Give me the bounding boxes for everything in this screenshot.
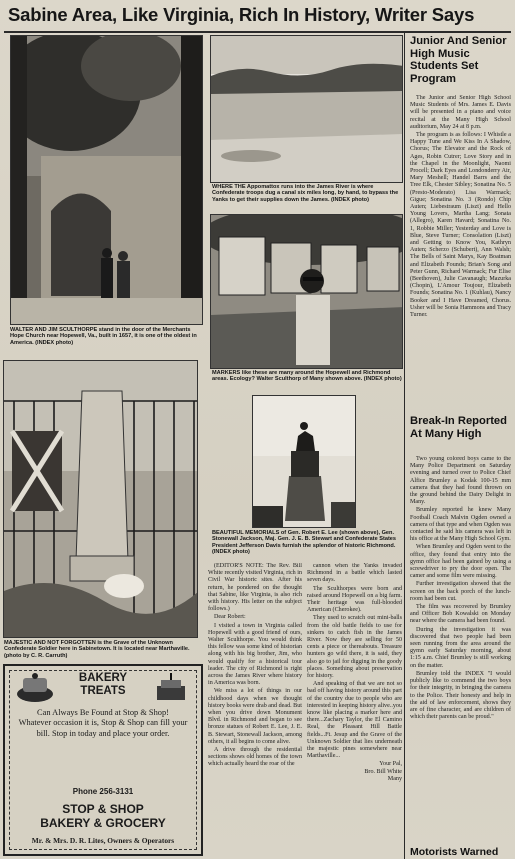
markers-caption: MARKERS like these are many around the Hopewell and Richmond areas. Ecology? Walter Sculthorp of Many shown above. (INDEX photo) xyxy=(212,370,402,383)
breakin-paragraph: When Brumley and Ogden went to the office, they found that entry into the gymn office had been gained by using a screwdriver to pry the door open. The camer and some film were missing. xyxy=(410,544,511,580)
music-paragraph: The Junior and Senior High School Music Students of Mrs. James E. Davis will be presented in a piano and voice recital at the Many High School auditorium, May 24 at 8 p.m. xyxy=(410,95,511,130)
ad-body: Can Always Be Found at Stop & Shop! Whatever occasion it is, Stop & Shop can fill your bill. Stop in today and place your order. xyxy=(18,708,188,738)
story-paragraph: I visited a town in Virginia called Hopewell with a good friend of ours, Walter Sculthorpe. You would think this fellow was some kind of historian along with his big brother, Jim, who would qualify for a historical tour leader. The city of Richmond is right across the James River where history in America was born. xyxy=(208,622,302,687)
river-photo xyxy=(210,35,403,183)
column-divider xyxy=(404,33,405,859)
breakin-paragraph: Two young colored boys came to the Many Police Department on Saturday evening and turned over to Police Chief Alfice Brumley a Kodak 100-15 mm camera that they had found thrown on the ground behind the Dairy Delight in Many. xyxy=(410,456,511,506)
ad-store-name: STOP & SHOP BAKERY & GROCERY xyxy=(40,802,166,830)
breakin-headline: Break-In Reported At Many High xyxy=(410,415,507,440)
breakin-paragraph: During the investigation it was discovered that two people had been seen running from the area around the gymn early Saturday morning, about 1:15 a.m. Chief Brumley is still working on the matter. xyxy=(410,626,511,669)
bakery-advertisement xyxy=(3,664,203,856)
story-column-2 xyxy=(307,563,402,856)
memorials-photo xyxy=(252,395,356,528)
headline: Sabine Area, Like Virginia, Rich In History, Writer Says xyxy=(8,4,475,25)
breakin-paragraph: The film was recovered by Brumley and Officer Bob Kowalski on Monday near where the camera had been found. xyxy=(410,604,511,625)
river-caption: WHERE THE Appomattox runs into the James River is where Confederate troops dug a canal six miles long, by hand, to bypass the Yanks to get their supplies down the James. (INDEX photo) xyxy=(212,184,399,203)
story-paragraph: Dear Robert: xyxy=(214,614,246,621)
music-paragraph: The program is as follows: I Whistle a Happy Tune and We Kiss In A Shadow, Chorus; The Elevator and the Rock of Ages, Robin Cutrer; Love Story and in the Chapel in the Moonlight, Naomi Procell; Dark Eyes and Londonderry Air, Mary Meshell; Handel Barrs and the Tree Elk, Chester Sibley; Sonatina No. 5 (Presto-Moderato) Lisa Warmack; Gigue; Sonatina No. 3 (Rondo) Chip Auten; Liebestraum (Liszt) and Hello Young Lovers, Martha Lang; Sonata (Allegro), Karen Havard; Sonatina No. 1, Robbie Miller; Yesterday and Love is Blue, Steve Turner; Consolation (Liszt) and Getting to Know You, Kathryn Auten; Scherzo (Schubert), Ann Walsh; The Bells of Saint Marys, Kay Boatman and Elizabeth Founds; Brian's Song and Peter Gunn, Richard Warmack; Fur Elise (Beethoven), Julie Cavanaugh; Mazurka (Chopin), L'Amour Toujour, Elizabeth Founds; Sonatina No. 1 (Kuhlau), Nancy Booker and I Have Dreamed, Chorus. Usher will be Sonia Hammons and Tracy Turner. xyxy=(410,132,511,319)
story-paragraph: The Sculthorpes were born and raised around Hopewell on a big farm. Their heritage was full-blooded American (Cherokee). xyxy=(307,585,402,614)
story-signature: Your Pal, Bro. Bill White Many xyxy=(364,761,402,782)
story-paragraph: We miss a lot of things in our childhood days when we thought history books were drab and dead. But when you drive down Monument Blvd. in Richmond and began to see bronze statues of Robert E. Lee, J. E. B. Stewart, Stonewall Jackson, among others, it all begins to come alive. xyxy=(208,688,302,745)
church-photo xyxy=(10,35,203,325)
story-column-1 xyxy=(208,563,302,856)
breakin-paragraph: Brumley told the INDEX "I would publicly like to commend the two boys for their integrity, in bringing the camera to the Police. Their honesty and help in the aid of law enforcement, shows they are of fine character, and are children of which their parents can be proud." xyxy=(410,670,511,721)
memorials-caption: BEAUTIFUL MEMORIALS of Gen. Robert E. Lee (shown above), Gen. Stonewall Jackson, Maj. Gen. J. E. B. Stewart and Confederate States President Jefferson Davis furnish the splendor of historic Richmond. (INDEX photo) xyxy=(212,530,397,556)
story-paragraph: A drive through the residential sections shows old homes of the town which actually heard the roar of the xyxy=(208,747,302,768)
headline-rule xyxy=(4,31,511,33)
story-paragraph: (EDITOR'S NOTE: The Rev. Bill White recently visited Virginia, rich in Civil War historic sites. After his return, he pondered on the thought that Sabine, like Virginia, is also rich with history. His letter on the subject follows.) xyxy=(208,563,302,613)
ad-owners: Mr. & Mrs. D. R. Lites, Owners & Operators xyxy=(31,836,175,845)
music-story xyxy=(410,95,511,413)
story-paragraph: cannon when the Yanks invaded Richmond in a battle which lasted seven days. xyxy=(307,563,402,584)
motorists-headline: Motorists Warned xyxy=(410,846,499,858)
story-paragraph: And speaking of that we are not so bad off having history around this part of the country due to people who are interested in keeping history alive..you know like placing a marker here and there...Zachary Taylor, the El Camino Real, the Pleasant Hill Battle fields...Ft. Jesup and the Grave of the Unknown Soldier that lies underneath the majestic pines somewhere near Marthaville... xyxy=(307,681,402,760)
ad-title: BAKERY TREATS xyxy=(78,672,128,697)
grave-photo xyxy=(3,360,198,638)
breakin-paragraph: Further investigation showed that the screen on the back porch of the lunch-room had been cut. xyxy=(410,581,511,602)
ad-phone: Phone 256-3131 xyxy=(72,787,134,796)
markers-photo xyxy=(210,214,403,369)
breakin-paragraph: Brumley reported he knew Many Football Coach Malvin Ogden owned a camera of that type and when Ogden was contacted he said his camera was left in his office at the Many High School Gym. xyxy=(410,507,511,543)
breakin-story xyxy=(410,456,511,844)
church-caption: WALTER AND JIM SCULTHORPE stand in the door of the Merchants Hope Church near Hopewell, Va., built in 1657, it is one of the oldest in America. (INDEX photo) xyxy=(10,327,197,346)
grave-caption: MAJESTIC AND NOT FORGOTTEN is the Grave of the Unknown Confederate Soldier here in Sabinetown. It is located near Marthaville. (photo by C. R. Carruth) xyxy=(4,640,190,659)
music-headline: Junior And Senior High Music Students Set Program xyxy=(410,35,507,85)
story-paragraph: They used to scratch out mini-balls from the old battle fields to use for sinkers to catch fish in the James River. Now they are selling for 50 cents a piece or thereabouts. Treasure hunters go wild there, it is said, they also go to jail for digging in the goody places. Something about preservation for history. xyxy=(307,615,402,680)
